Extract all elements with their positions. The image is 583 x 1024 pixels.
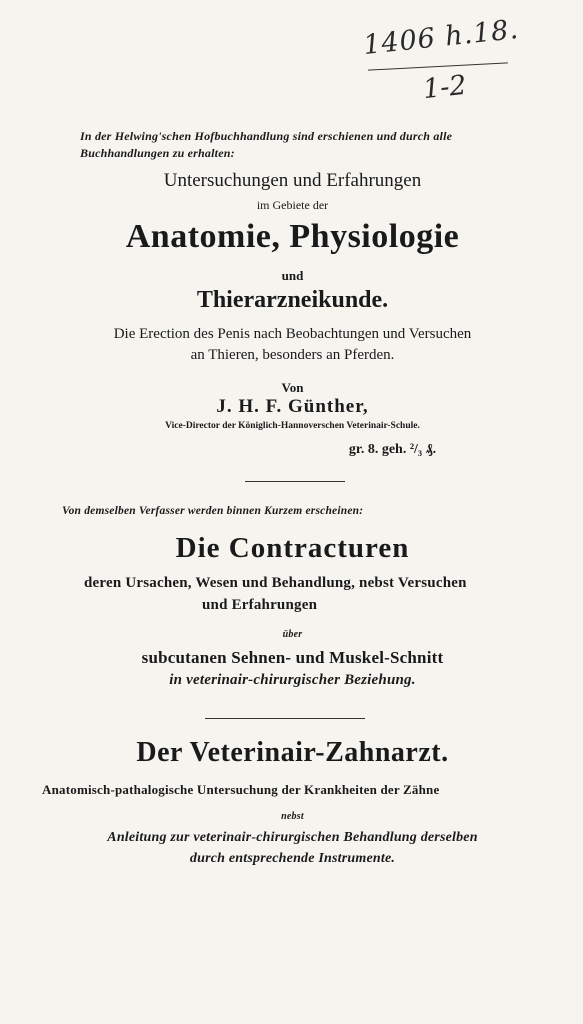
- section-divider-2: [205, 718, 365, 719]
- book2-subtitle-line2: und Erfahrungen: [202, 597, 318, 613]
- book3-subtitle-line3: durch entsprechende Instrumente.: [189, 851, 396, 866]
- book2-over: über: [282, 629, 303, 640]
- book1-subtitle-line2: an Thieren, besonders an Pferden.: [190, 347, 395, 363]
- handwritten-volume: 1-2: [421, 69, 468, 106]
- book1-author: J. H. F. Günther,: [216, 396, 369, 417]
- book3-subtitle-line1: Anatomisch-pathalogische Untersuchung der Krankheiten der Zähne: [42, 782, 440, 797]
- book2-subtitle-line4: in veterinair-chirurgischer Beziehung.: [169, 672, 416, 688]
- book3-title: Der Veterinair-Zahnarzt.: [136, 737, 449, 768]
- book1-title-line2: im Gebiete der: [256, 198, 329, 212]
- book2-subtitle-line3: subcutanen Sehnen- und Muskel-Schnitt: [141, 648, 444, 667]
- book1-author-title: Vice-Director der Königlich-Hannoverschen Veterinair-Schule.: [165, 421, 420, 431]
- book3-nebst: nebst: [281, 811, 304, 822]
- forthcoming-announcement: Von demselben Verfasser werden binnen Kurzem erscheinen:: [62, 505, 364, 517]
- book2-title: Die Contracturen: [175, 532, 410, 564]
- book3-subtitle-line2: Anleitung zur veterinair-chirurgischen Behandlung derselben: [107, 830, 478, 845]
- section-divider: [245, 481, 345, 482]
- handwritten-underline: [368, 62, 508, 70]
- publisher-intro: In der Helwing'schen Hofbuchhandlung sind erschienen und durch alle Buchhandlungen zu erhalten:: [80, 129, 453, 160]
- book2-subtitle-line1: deren Ursachen, Wesen und Behandlung, nebst Versuchen: [84, 575, 467, 591]
- handwritten-shelfmark: 1406 h.18.: [361, 13, 521, 62]
- book1-price: gr. 8. geh. ²/₃ ₰.: [348, 442, 437, 457]
- book1-by: Von: [281, 380, 304, 395]
- book1-main-title: Anatomie, Physiologie: [125, 218, 460, 255]
- book1-title-line1: Untersuchungen und Erfahrungen: [163, 170, 422, 191]
- book1-subject: Thierarzneikunde.: [196, 287, 389, 313]
- book1-and: und: [281, 268, 304, 283]
- book1-subtitle-line1: Die Erection des Penis nach Beobachtungen und Versuchen: [113, 326, 472, 342]
